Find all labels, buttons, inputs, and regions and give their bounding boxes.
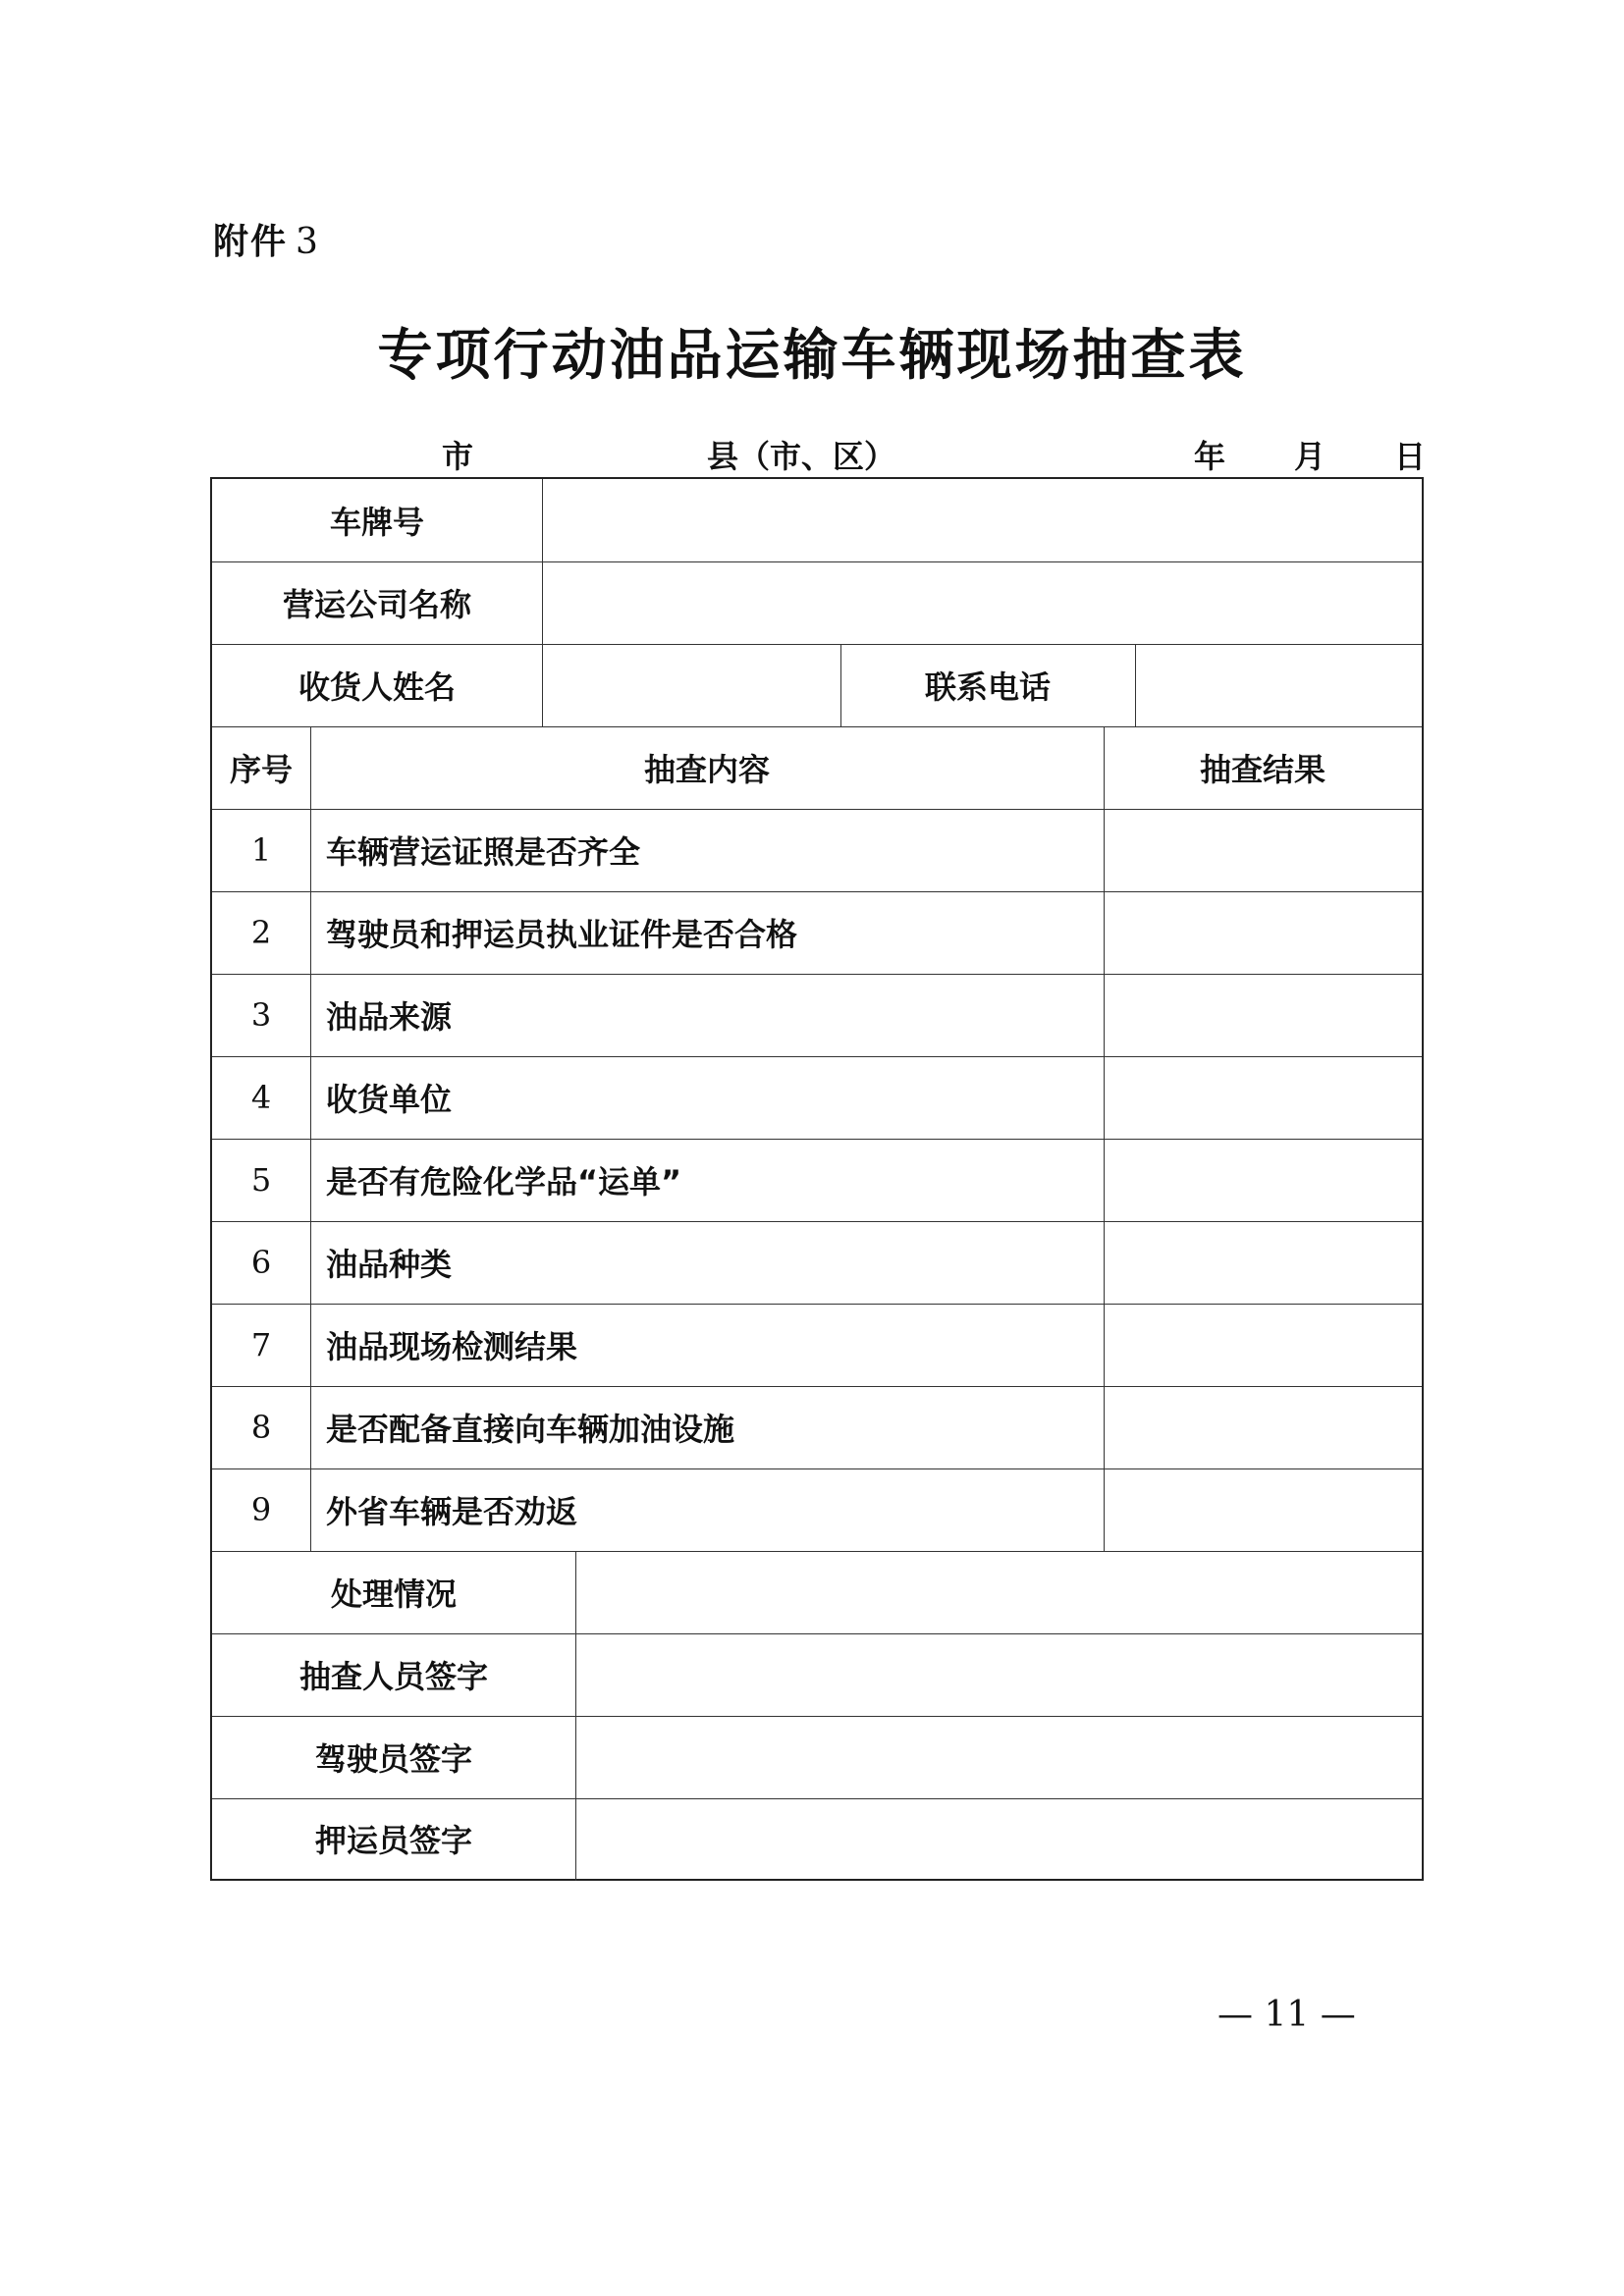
item-no: 3	[250, 996, 272, 1034]
driver-signature-label: 驾驶员签字	[314, 1740, 472, 1778]
item-no: 5	[250, 1161, 272, 1199]
page-number: — 11 —	[1218, 1995, 1356, 2035]
item-text: 外省车辆是否劝返	[326, 1493, 578, 1530]
inspection-table	[210, 477, 1424, 1881]
item-text: 油品现场检测结果	[326, 1328, 578, 1365]
item-no: 8	[250, 1409, 272, 1446]
inspector-signature-label: 抽查人员签字	[298, 1658, 488, 1695]
result-header: 抽查结果	[1199, 751, 1326, 788]
item-text: 收货单位	[326, 1081, 453, 1118]
item-text: 油品来源	[326, 998, 453, 1036]
item-text: 驾驶员和押运员执业证件是否合格	[326, 916, 798, 953]
phone-label: 联系电话	[924, 668, 1051, 706]
item-text: 是否配备直接向车辆加油设施	[326, 1411, 735, 1448]
item-text: 油品种类	[326, 1246, 453, 1283]
company-label: 营运公司名称	[282, 586, 471, 623]
item-no: 1	[250, 831, 272, 869]
receiver-label: 收货人姓名	[298, 668, 456, 706]
header-month: 月	[1294, 438, 1326, 475]
attachment-label: 附件 3	[213, 222, 320, 262]
content-header: 抽查内容	[643, 751, 770, 788]
item-text: 车辆营运证照是否齐全	[326, 833, 641, 871]
handling-label: 处理情况	[330, 1575, 457, 1613]
header-city: 市	[442, 438, 474, 475]
item-no: 4	[250, 1079, 272, 1116]
item-no: 6	[250, 1244, 272, 1281]
item-no: 2	[250, 914, 272, 951]
page-title: 专项行动油品运输车辆现场抽查表	[377, 324, 1247, 388]
seq-header: 序号	[229, 751, 293, 788]
header-year: 年	[1194, 438, 1226, 475]
header-county: 县（市、区）	[707, 438, 896, 475]
item-no: 7	[250, 1326, 272, 1363]
escort-signature-label: 押运员签字	[314, 1822, 472, 1859]
item-text: 是否有危险化学品“运单”	[326, 1163, 682, 1201]
plate-label: 车牌号	[329, 504, 424, 541]
header-day: 日	[1394, 438, 1427, 475]
item-no: 9	[250, 1491, 272, 1528]
